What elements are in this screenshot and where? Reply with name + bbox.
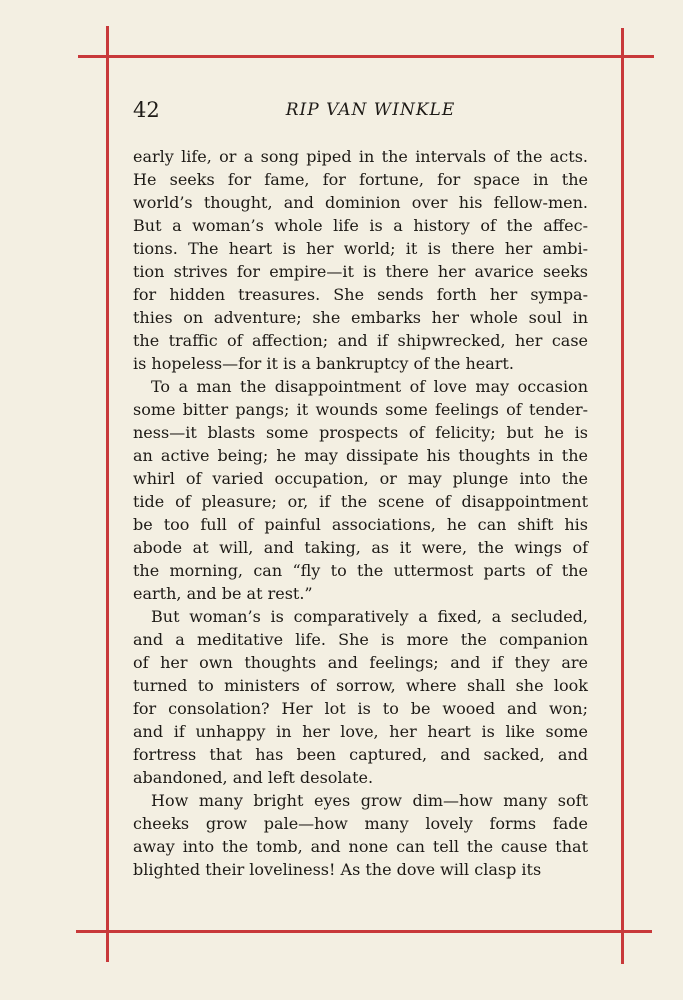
text-line: for consolation? Her lot is to be wooed and won;: [133, 699, 588, 718]
text-line: He seeks for fame, for fortune, for space in the: [133, 170, 588, 189]
top-border-rule: [78, 55, 654, 58]
text-line: the traffic of affection; and if shipwrecked, her case: [133, 331, 588, 350]
text-line: some bitter pangs; it wounds some feelings of tender-: [133, 400, 588, 419]
text-line: and if unhappy in her love, her heart is like some: [133, 722, 588, 741]
text-line: an active being; he may dissipate his thoughts in the: [133, 446, 588, 465]
text-line: But a woman’s whole life is a history of the affec-: [133, 216, 588, 235]
left-border-rule: [106, 26, 109, 962]
text-line: whirl of varied occupation, or may plunge into the: [133, 469, 588, 488]
text-line: tions. The heart is her world; it is there her ambi-: [133, 239, 588, 258]
text-line: ness—it blasts some prospects of felicity; but he is: [133, 423, 588, 442]
text-line: But woman’s is comparatively a fixed, a secluded,: [151, 607, 588, 626]
text-line: early life, or a song piped in the intervals of the acts.: [133, 147, 588, 166]
text-line: tide of pleasure; or, if the scene of disappointment: [133, 492, 588, 511]
text-line: To a man the disappointment of love may occasion: [151, 377, 588, 396]
text-line: world’s thought, and dominion over his fellow-men.: [133, 193, 588, 212]
text-line: turned to ministers of sorrow, where shall she look: [133, 676, 588, 695]
text-line: of her own thoughts and feelings; and if they are: [133, 653, 588, 672]
right-border-rule: [621, 28, 624, 964]
text-line: be too full of painful associations, he can shift his: [133, 515, 588, 534]
paragraph: [133, 789, 588, 881]
page-number: 42: [133, 98, 160, 122]
paragraph: [133, 605, 588, 789]
text-line: for hidden treasures. She sends forth her sympa-: [133, 285, 588, 304]
body-text: [133, 145, 588, 881]
text-line: abandoned, and left desolate.: [133, 768, 374, 787]
text-line: is hopeless—for it is a bankruptcy of the heart.: [133, 354, 514, 373]
text-line: How many bright eyes grow dim—how many soft: [151, 791, 588, 810]
text-line: and a meditative life. She is more the companion: [133, 630, 588, 649]
text-line: fortress that has been captured, and sacked, and: [133, 745, 588, 764]
text-line: thies on adventure; she embarks her whole soul in: [133, 308, 588, 327]
text-line: cheeks grow pale—how many lovely forms fade: [133, 814, 588, 833]
text-line: away into the tomb, and none can tell the cause that: [133, 837, 588, 856]
paragraph: [133, 145, 588, 375]
text-line: abode at will, and taking, as it were, the wings of: [133, 538, 588, 557]
text-line: blighted their loveliness! As the dove will clasp its: [133, 860, 542, 879]
text-line: tion strives for empire—it is there her avarice seeks: [133, 262, 588, 281]
running-head: RIP VAN WINKLE: [285, 100, 456, 120]
text-line: earth, and be at rest.”: [133, 584, 313, 603]
paragraph: [133, 375, 588, 605]
bottom-border-rule: [76, 930, 652, 933]
page-header: [133, 96, 588, 124]
text-line: the morning, can “fly to the uttermost parts of the: [133, 561, 588, 580]
